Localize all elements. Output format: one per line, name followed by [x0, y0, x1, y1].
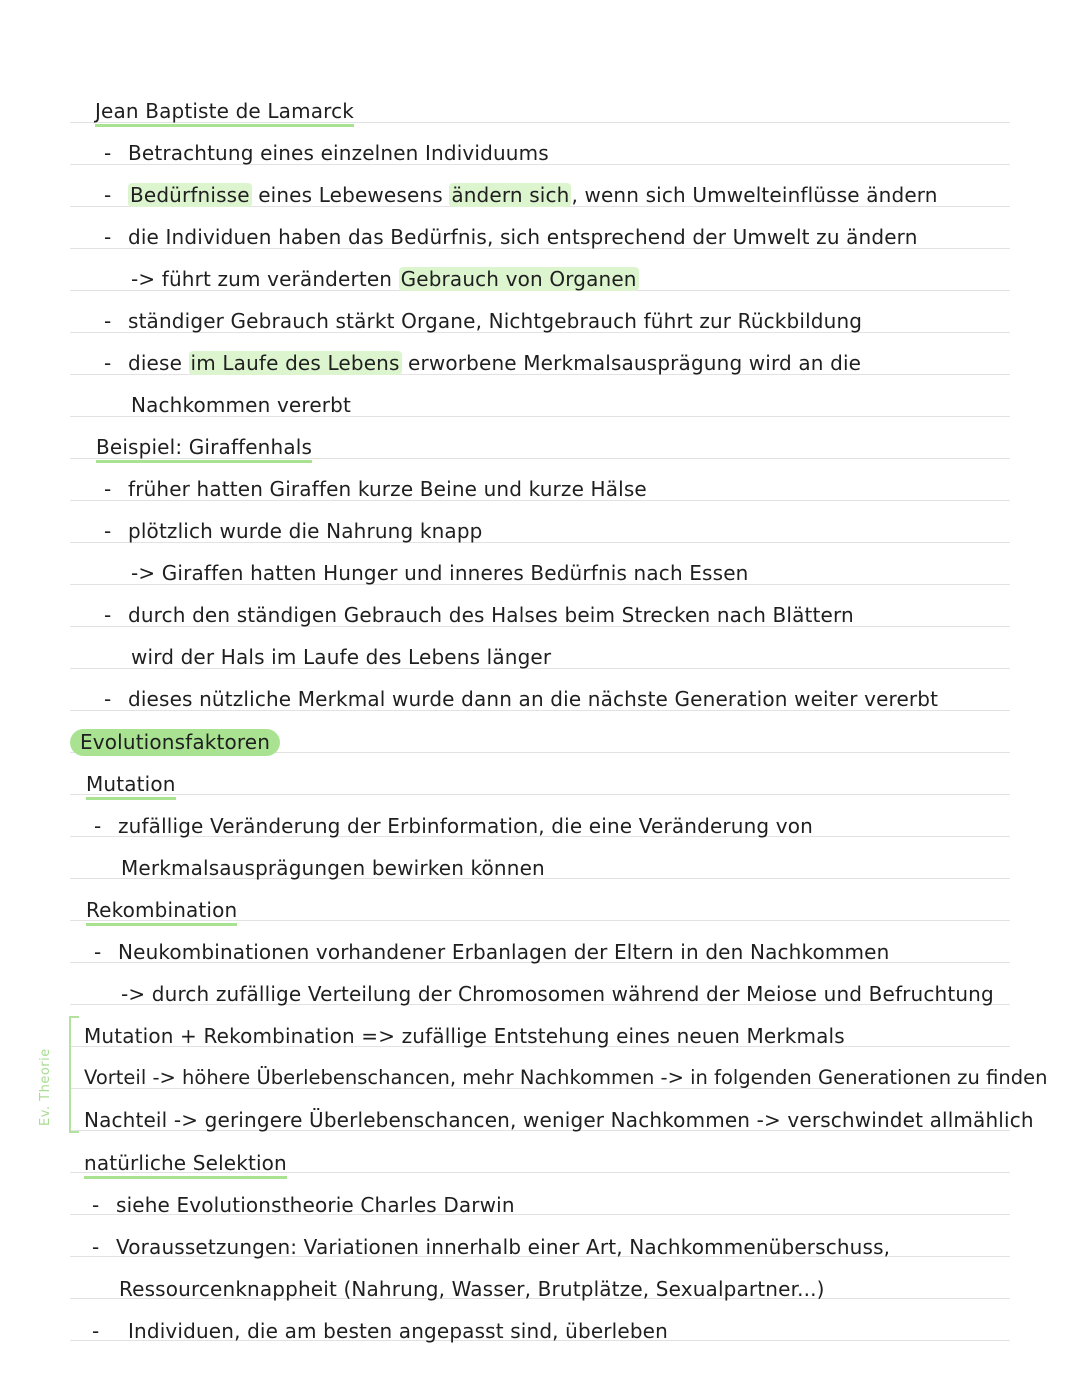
giraffe-bullet-3: [104, 602, 854, 628]
selektion-bullet-2: [92, 1234, 890, 1260]
bullet-text: Nachkommen vererbt: [131, 393, 351, 417]
rekombination-subpoint: [121, 981, 994, 1007]
highlight-text: Gebrauch von Organen: [400, 267, 637, 291]
lamarck-bullet-5: [104, 350, 861, 376]
bullet-dash: -: [104, 477, 112, 501]
bullet-text: durch den ständigen Gebrauch des Halses beim Strecken nach Blättern: [128, 603, 854, 627]
rekombination-title-text: Rekombination: [86, 898, 237, 926]
combo-line: [84, 1023, 845, 1049]
bullet-dash: -: [104, 183, 112, 207]
giraffe-bullet-3-cont: [131, 644, 551, 670]
sub-text: -> führt zum veränderten: [131, 267, 399, 291]
bullet-text: Betrachtung eines einzelnen Individuums: [128, 141, 549, 165]
factors-title-text: Evolutionsfaktoren: [70, 729, 280, 756]
bullet-text: diese: [128, 351, 189, 375]
mutation-bullet-1: [94, 813, 813, 839]
lamarck-title-text: Jean Baptiste de Lamarck: [95, 99, 354, 127]
giraffe-subpoint: [131, 560, 748, 586]
highlight-text: im Laufe des Lebens: [190, 351, 400, 375]
bullet-dash: -: [104, 351, 112, 375]
side-bracket: [69, 1016, 79, 1133]
bullet-dash: -: [104, 603, 112, 627]
bullet-dash: -: [104, 225, 112, 249]
bullet-dash: -: [92, 1193, 100, 1217]
bullet-text: ständiger Gebrauch stärkt Organe, Nichtgebrauch führt zur Rückbildung: [128, 309, 863, 333]
bullet-text: Neukombinationen vorhandener Erbanlagen der Eltern in den Nachkommen: [118, 940, 890, 964]
bullet-text: wird der Hals im Laufe des Lebens länger: [131, 645, 552, 669]
lamarck-subpoint: [131, 266, 639, 292]
giraffe-title-text: Beispiel: Giraffenhals: [96, 435, 312, 463]
selektion-title-text: natürliche Selektion: [84, 1151, 287, 1179]
giraffe-bullet-1: [104, 476, 647, 502]
bullet-text: Merkmalsausprägungen bewirken können: [121, 856, 545, 880]
highlight-text: ändern sich: [451, 183, 570, 207]
bullet-text: , wenn sich Umwelteinflüsse ändern: [571, 183, 938, 207]
lamarck-bullet-4: [104, 308, 862, 334]
rekombination-title: [86, 897, 237, 923]
nachteil-line: [84, 1107, 1034, 1133]
mutation-bullet-1-cont: [121, 855, 545, 881]
bullet-text: plötzlich wurde die Nahrung knapp: [128, 519, 483, 543]
combo-text: Mutation + Rekombination => zufällige Entstehung eines neuen Merkmals: [84, 1024, 845, 1048]
bullet-dash: -: [92, 1319, 100, 1343]
highlight-text: Bedürfnisse: [130, 183, 250, 207]
lamarck-bullet-3: [104, 224, 918, 250]
selektion-bullet-3: [92, 1318, 668, 1344]
rekombination-bullet-1: [94, 939, 889, 965]
bullet-dash: -: [94, 940, 102, 964]
nachteil-text: Nachteil -> geringere Überlebenschancen, weniger Nachkommen -> verschwindet allmählich: [84, 1108, 1034, 1132]
sub-text: -> Giraffen hatten Hunger und inneres Bedürfnis nach Essen: [131, 561, 749, 585]
mutation-title-text: Mutation: [86, 772, 176, 800]
giraffe-title: [96, 434, 312, 460]
vorteil-text: Vorteil -> höhere Überlebenschancen, mehr Nachkommen -> in folgenden Generationen zu finden: [84, 1066, 1048, 1089]
bullet-dash: -: [104, 141, 112, 165]
bullet-dash: -: [92, 1235, 100, 1259]
bullet-text: die Individuen haben das Bedürfnis, sich entsprechend der Umwelt zu ändern: [128, 225, 918, 249]
vorteil-line: [84, 1065, 1047, 1091]
selektion-title: [84, 1150, 287, 1176]
sub-text: -> durch zufällige Verteilung der Chromosomen während der Meiose und Befruchtung: [121, 982, 994, 1006]
factors-title: [70, 729, 280, 755]
selektion-bullet-1: [92, 1192, 515, 1218]
mutation-title: [86, 771, 176, 797]
bullet-text: Voraussetzungen: Variationen innerhalb einer Art, Nachkommenüberschuss,: [116, 1235, 891, 1259]
ruled-line: [70, 794, 1010, 795]
bullet-dash: -: [104, 519, 112, 543]
lamarck-bullet-2: [104, 182, 938, 208]
giraffe-bullet-2: [104, 518, 483, 544]
bullet-text: erworbene Merkmalsausprägung wird an die: [401, 351, 862, 375]
bullet-dash: -: [94, 814, 102, 838]
lamarck-bullet-5-cont: [131, 392, 351, 418]
bullet-text: Ressourcenknappheit (Nahrung, Wasser, Brutplätze, Sexualpartner...): [119, 1277, 825, 1301]
side-label: Ev. Theorie: [38, 1048, 53, 1126]
bullet-dash: -: [104, 687, 112, 711]
bullet-text: siehe Evolutionstheorie Charles Darwin: [116, 1193, 515, 1217]
bullet-text: dieses nützliche Merkmal wurde dann an die nächste Generation weiter vererbt: [128, 687, 939, 711]
selektion-bullet-2-cont: [119, 1276, 825, 1302]
bullet-text: früher hatten Giraffen kurze Beine und kurze Hälse: [128, 477, 647, 501]
bullet-text: zufällige Veränderung der Erbinformation, die eine Veränderung von: [118, 814, 813, 838]
giraffe-bullet-4: [104, 686, 938, 712]
lamarck-bullet-1: [104, 140, 549, 166]
bullet-text: Individuen, die am besten angepasst sind, überleben: [128, 1319, 668, 1343]
lamarck-title: [95, 98, 354, 124]
bullet-dash: -: [104, 309, 112, 333]
bullet-text: eines Lebewesens: [251, 183, 450, 207]
